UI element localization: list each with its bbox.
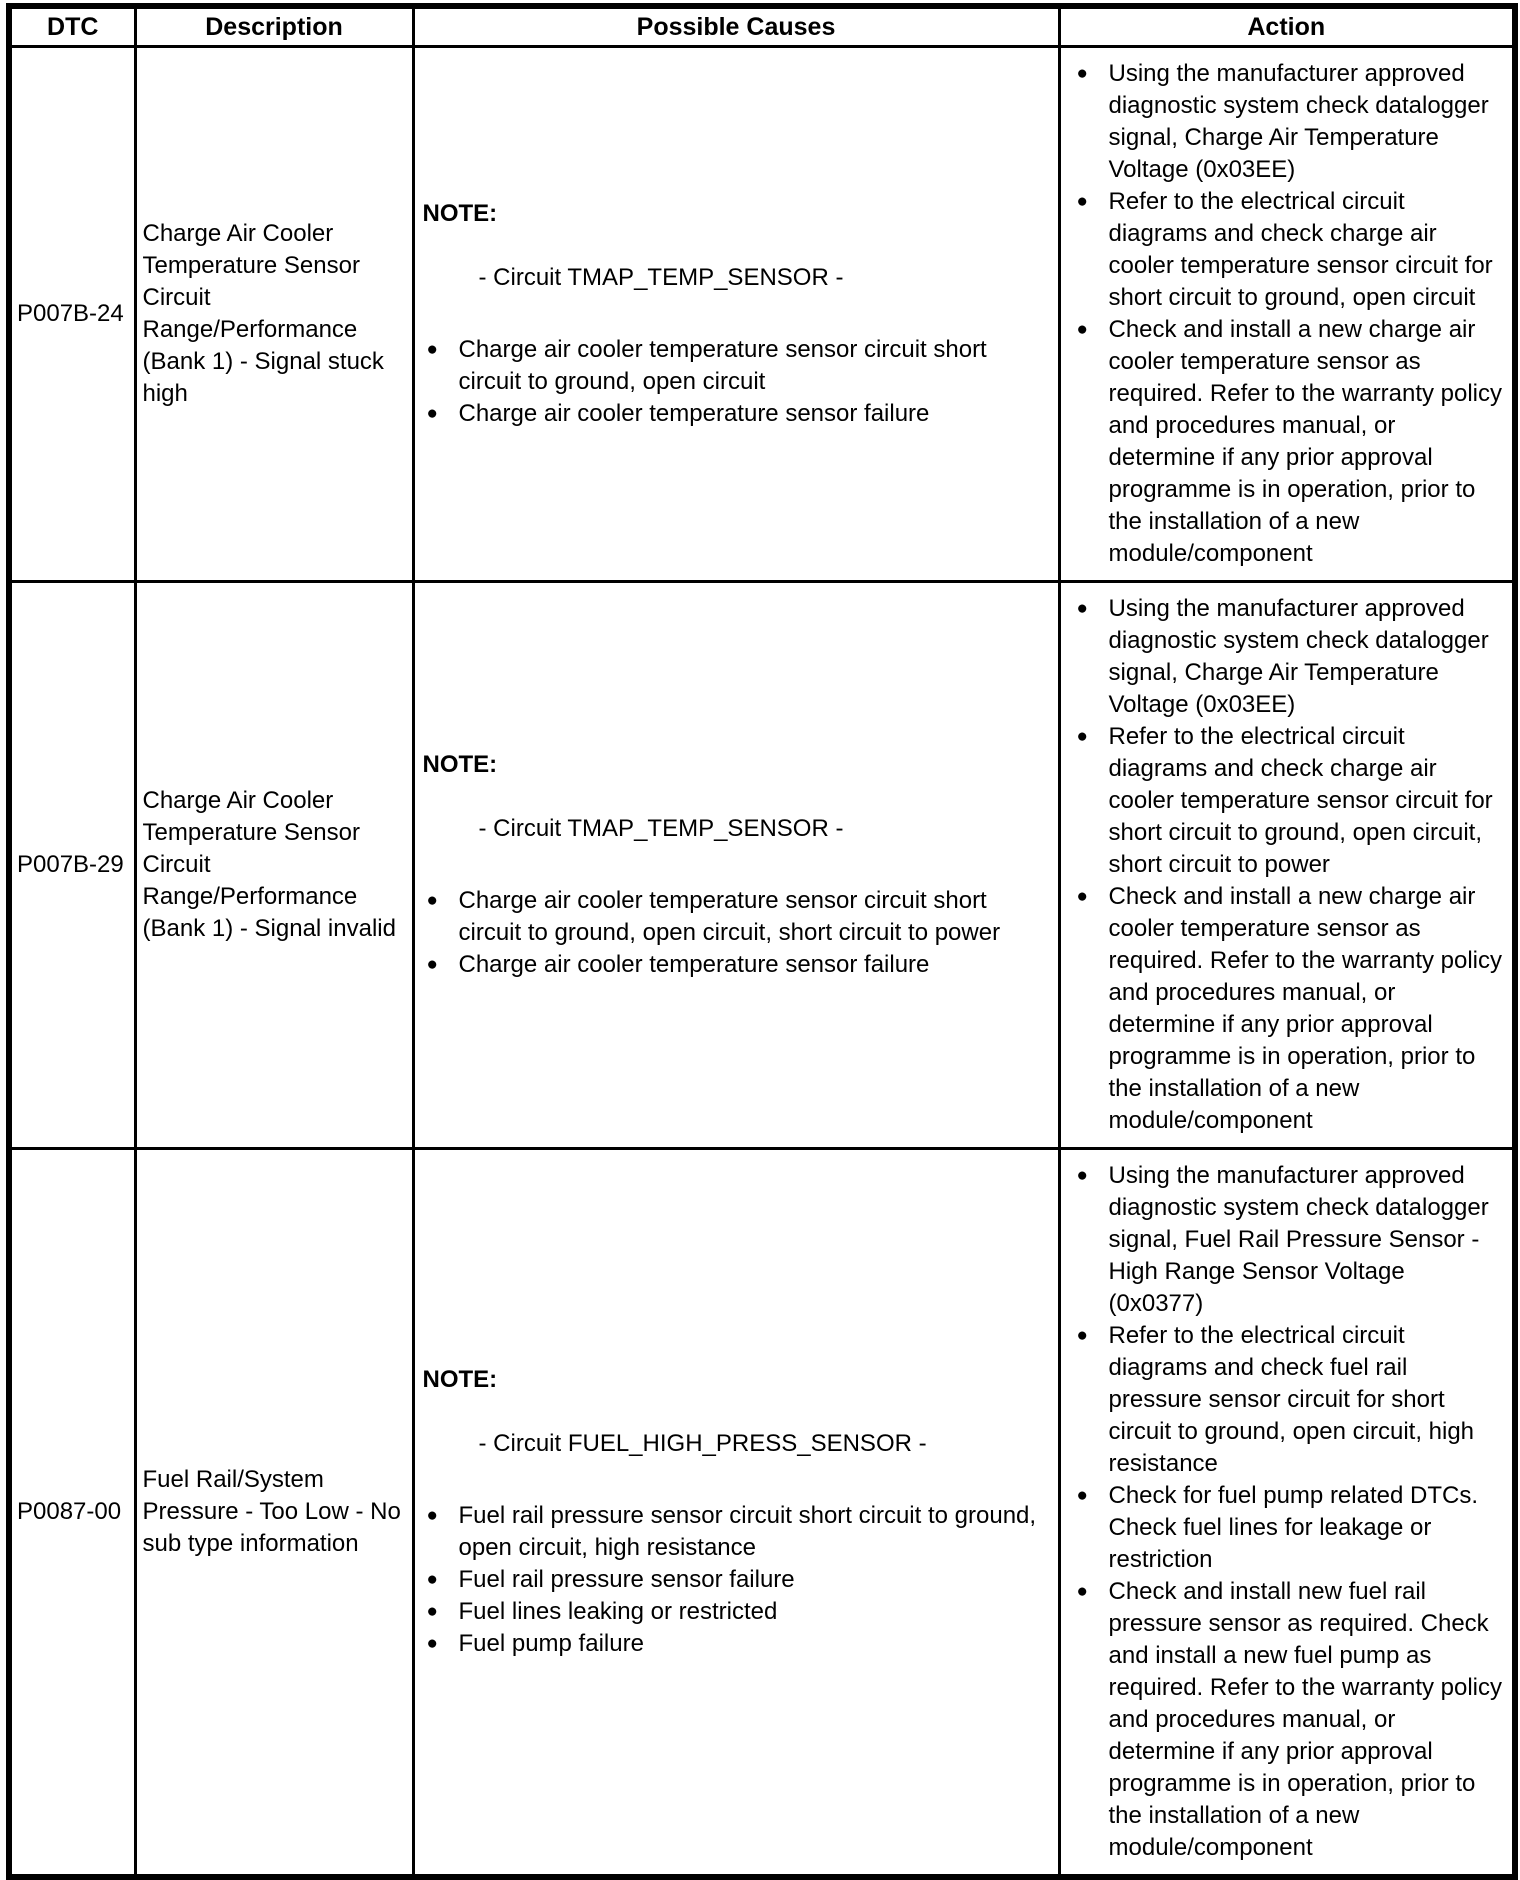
note-circuit: - Circuit TMAP_TEMP_SENSOR -: [478, 815, 844, 842]
action-item: ● Check for fuel pump related DTCs. Check fuel lines for leakage or restriction: [1075, 1480, 1505, 1576]
possible-causes-cell: [413, 1149, 1059, 1878]
table-row-p007b-24: [9, 47, 1515, 582]
cause-item: ● Fuel pump failure: [423, 1628, 1052, 1660]
action-item: ● Refer to the electrical circuit diagrams and check charge air cooler temperature sensor circuit for short circuit to ground, open circuit: [1075, 186, 1505, 314]
note-label: NOTE:: [422, 200, 498, 227]
header-cell-dtc: DTC: [9, 6, 135, 47]
causes-list: [423, 885, 1052, 981]
action-item: ● Refer to the electrical circuit diagrams and check charge air cooler temperature sensor circuit for short circuit to ground, open circuit, short circuit to power: [1075, 721, 1505, 881]
header-cell-description: Description: [135, 6, 413, 47]
action-item: ● Using the manufacturer approved diagnostic system check datalogger signal, Fuel Rail Pressure Sensor - High Range Sensor Voltage (0x0377): [1075, 1160, 1505, 1320]
possible-causes-cell: [413, 582, 1059, 1149]
header-cell-possible-causes: Possible Causes: [413, 6, 1059, 47]
dtc-code: P007B-29: [9, 582, 135, 1149]
dtc-description: Charge Air Cooler Temperature Sensor Circuit Range/Performance (Bank 1) - Signal invalid: [135, 582, 413, 1149]
header-cell-action: Action: [1059, 6, 1515, 47]
dtc-code: P0087-00: [9, 1149, 135, 1878]
possible-causes-cell: [413, 47, 1059, 582]
note-circuit: - Circuit TMAP_TEMP_SENSOR -: [478, 264, 844, 291]
action-item: ● Refer to the electrical circuit diagrams and check fuel rail pressure sensor circuit for short circuit to ground, open circuit, high resistance: [1075, 1320, 1505, 1480]
note-circuit: - Circuit FUEL_HIGH_PRESS_SENSOR -: [478, 1430, 927, 1457]
causes-list: [423, 334, 1052, 430]
action-list: [1075, 593, 1505, 1137]
cause-item: ● Fuel lines leaking or restricted: [423, 1596, 1052, 1628]
cause-item: ● Charge air cooler temperature sensor circuit short circuit to ground, open circuit: [423, 334, 1052, 398]
action-list: [1075, 58, 1505, 570]
dtc-table: [6, 3, 1518, 1880]
cause-item: ● Charge air cooler temperature sensor failure: [423, 398, 1052, 430]
cause-item: ● Charge air cooler temperature sensor circuit short circuit to ground, open circuit, short circuit to power: [423, 885, 1052, 949]
causes-list: [423, 1500, 1052, 1660]
action-item: ● Check and install a new charge air cooler temperature sensor as required. Refer to the warranty policy and procedures manual, or determine if any prior approval programme is in operation, prior to the installation of a new module/component: [1075, 881, 1505, 1137]
action-item: ● Using the manufacturer approved diagnostic system check datalogger signal, Charge Air Temperature Voltage (0x03EE): [1075, 58, 1505, 186]
action-item: ● Check and install new fuel rail pressure sensor as required. Check and install a new fuel pump as required. Refer to the warranty policy and procedures manual, or determine if any prior approval programme is in operation, prior to the installation of a new module/component: [1075, 1576, 1505, 1864]
action-cell: [1059, 582, 1515, 1149]
dtc-code: P007B-24: [9, 47, 135, 582]
action-list: [1075, 1160, 1505, 1864]
table-row-p0087-00: [9, 1149, 1515, 1878]
table-row-p007b-29: [9, 582, 1515, 1149]
cause-item: ● Charge air cooler temperature sensor failure: [423, 949, 1052, 981]
dtc-description: Charge Air Cooler Temperature Sensor Circuit Range/Performance (Bank 1) - Signal stuck high: [135, 47, 413, 582]
note-label: NOTE:: [422, 1366, 498, 1393]
action-item: ● Using the manufacturer approved diagnostic system check datalogger signal, Charge Air Temperature Voltage (0x03EE): [1075, 593, 1505, 721]
action-item: ● Check and install a new charge air cooler temperature sensor as required. Refer to the warranty policy and procedures manual, or determine if any prior approval programme is in operation, prior to the installation of a new module/component: [1075, 314, 1505, 570]
action-cell: [1059, 1149, 1515, 1878]
table-header-row: [9, 6, 1515, 47]
cause-item: ● Fuel rail pressure sensor failure: [423, 1564, 1052, 1596]
cause-item: ● Fuel rail pressure sensor circuit short circuit to ground, open circuit, high resistance: [423, 1500, 1052, 1564]
action-cell: [1059, 47, 1515, 582]
dtc-description: Fuel Rail/System Pressure - Too Low - No sub type information: [135, 1149, 413, 1878]
note-label: NOTE:: [422, 751, 498, 778]
